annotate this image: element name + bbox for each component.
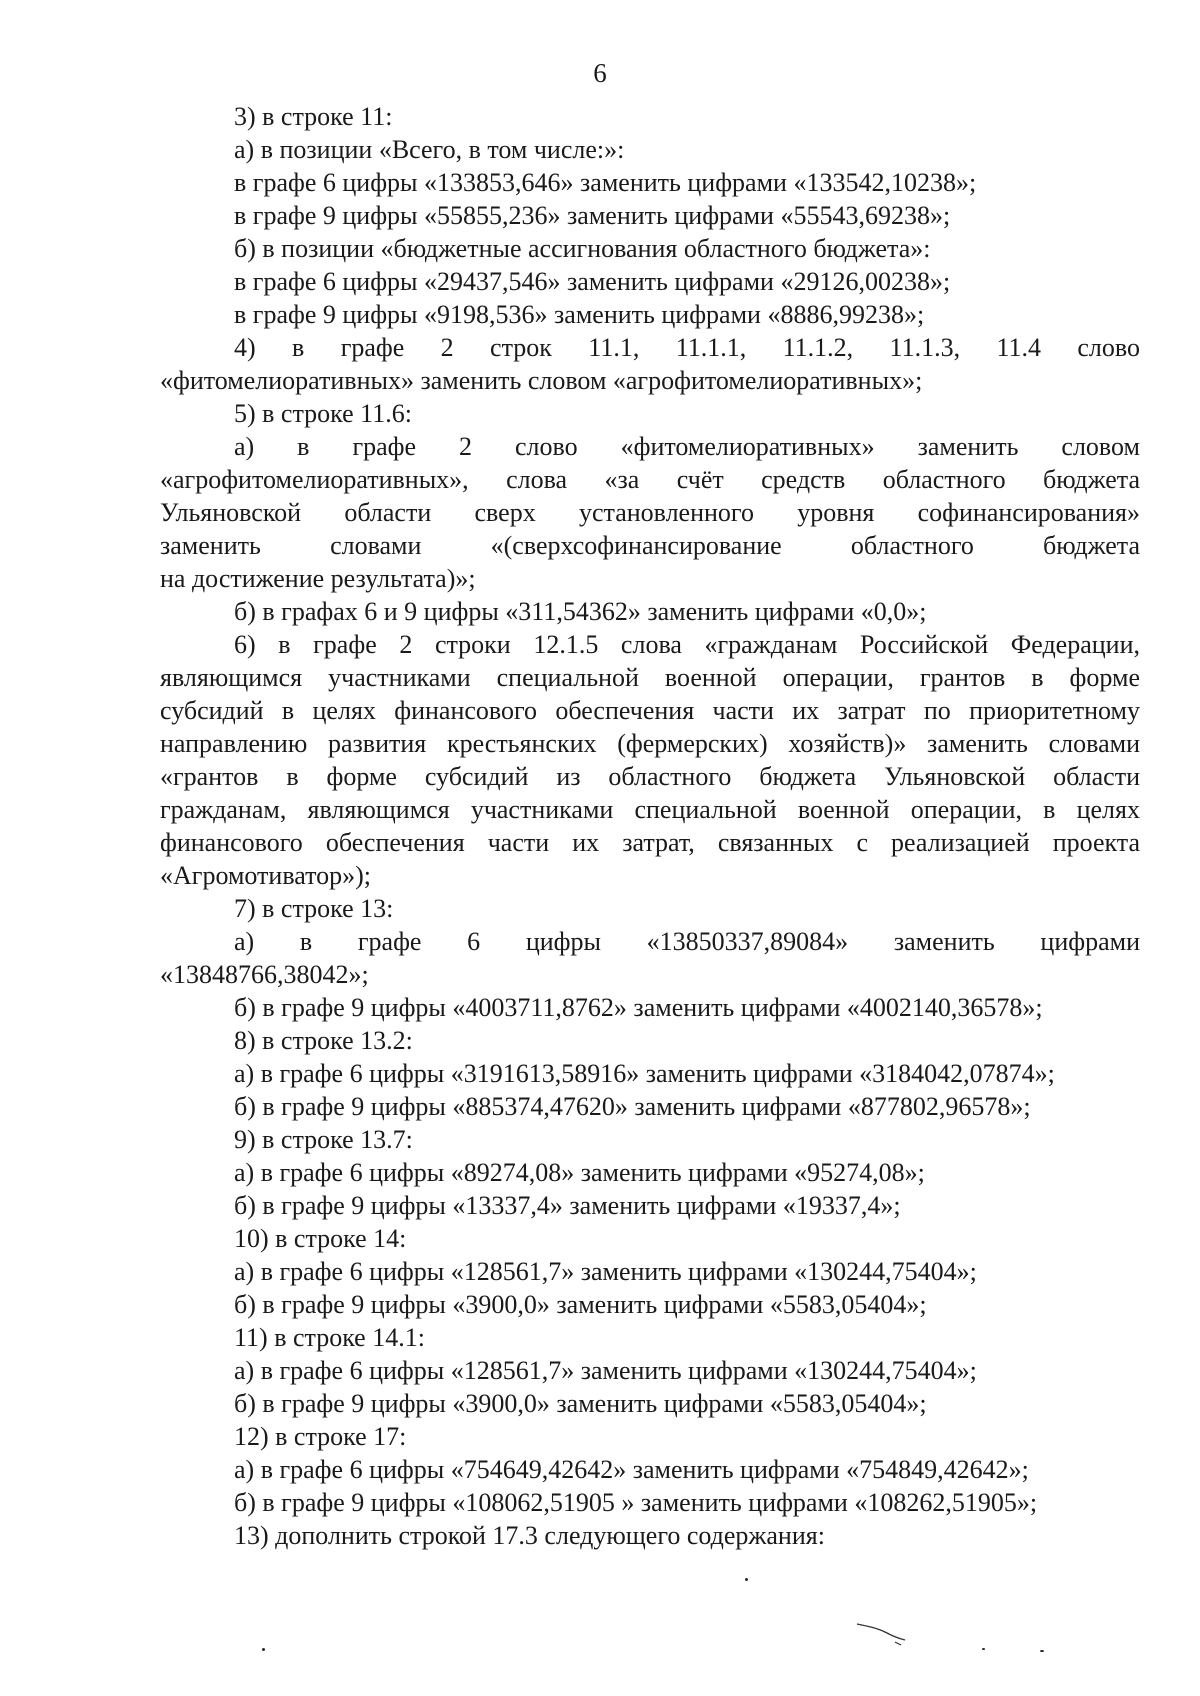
scan-speck [262,1648,265,1651]
text-line: 8) в строке 13.2: [234,1026,413,1055]
scan-speck [745,1578,748,1581]
scan-scribble [855,1618,915,1648]
text-line: финансового обеспечения части их затрат, связанных с реализацией проекта [160,828,1140,857]
text-line: Ульяновской области сверх установленного уровня софинансирования» [160,498,1140,527]
text-line: направлению развития крестьянских (фермерских) хозяйств)» заменить словами [160,729,1140,758]
text-line: в графе 9 цифры «9198,536» заменить цифрами «8886,99238»; [234,300,925,329]
text-line: 6) в графе 2 строки 12.1.5 слова «гражданам Российской Федерации, [234,630,1140,659]
text-line: 12) в строке 17: [234,1422,407,1451]
text-line: а) в позиции «Всего, в том числе:»: [234,135,625,164]
text-line: 11) в строке 14.1: [234,1323,425,1352]
text-line: а) в графе 6 цифры «128561,7» заменить цифрами «130244,75404»; [234,1356,977,1385]
text-line: «агрофитомелиоративных», слова «за счёт средств областного бюджета [160,465,1140,494]
scan-speck [1040,1650,1044,1652]
text-line: б) в графе 9 цифры «13337,4» заменить цифрами «19337,4»; [234,1191,901,1220]
text-line: 5) в строке 11.6: [234,399,412,428]
text-line: в графе 6 цифры «29437,546» заменить цифрами «29126,00238»; [234,267,951,296]
text-line: гражданам, являющимся участниками специальной военной операции, в целях [160,795,1140,824]
text-line: в графе 6 цифры «133853,646» заменить цифрами «133542,10238»; [234,168,977,197]
text-line: «грантов в форме субсидий из областного бюджета Ульяновской области [160,762,1140,791]
text-line: а) в графе 6 цифры «128561,7» заменить цифрами «130244,75404»; [234,1257,977,1286]
text-line: б) в графе 9 цифры «4003711,8762» заменить цифрами «4002140,36578»; [234,993,1043,1022]
text-line: б) в позиции «бюджетные ассигнования областного бюджета»: [234,234,931,263]
text-line: на достижение результата)»; [160,564,476,593]
text-line: заменить словами «(сверхсофинансирование областного бюджета [160,531,1140,560]
text-line: б) в графе 9 цифры «3900,0» заменить цифрами «5583,05404»; [234,1389,927,1418]
text-line: а) в графе 6 цифры «13850337,89084» заменить цифрами [234,927,1140,956]
text-line: а) в графе 2 слово «фитомелиоративных» заменить словом [234,432,1140,461]
document-body [160,100,1140,1552]
text-line: субсидий в целях финансового обеспечения части их затрат по приоритетному [160,696,1140,725]
text-line: а) в графе 6 цифры «3191613,58916» заменить цифрами «3184042,07874»; [234,1059,1055,1088]
text-line: а) в графе 6 цифры «89274,08» заменить цифрами «95274,08»; [234,1158,925,1187]
text-line: в графе 9 цифры «55855,236» заменить цифрами «55543,69238»; [234,201,951,230]
text-line: 9) в строке 13.7: [234,1125,413,1154]
text-line: «13848766,38042»; [160,960,369,989]
text-line: 13) дополнить строкой 17.3 следующего содержания: [234,1521,825,1550]
text-line: б) в графе 9 цифры «885374,47620» заменить цифрами «877802,96578»; [234,1092,1031,1121]
text-line: 7) в строке 13: [234,894,394,923]
scan-speck [982,1648,985,1650]
text-line: б) в графе 9 цифры «108062,51905 » заменить цифрами «108262,51905»; [234,1488,1038,1517]
text-line: 3) в строке 11: [234,102,393,131]
text-line: б) в графе 9 цифры «3900,0» заменить цифрами «5583,05404»; [234,1290,927,1319]
page-number: 6 [593,58,607,88]
text-line: «фитомелиоративных» заменить словом «агрофитомелиоративных»; [160,366,923,395]
text-line: являющимся участниками специальной военной операции, грантов в форме [160,663,1140,692]
text-line: а) в графе 6 цифры «754649,42642» заменить цифрами «754849,42642»; [234,1455,1029,1484]
text-line: б) в графах 6 и 9 цифры «311,54362» заменить цифрами «0,0»; [234,597,927,626]
text-line: «Агромотиватор»); [160,861,372,890]
text-line: 4) в графе 2 строк 11.1, 11.1.1, 11.1.2, 11.1.3, 11.4 слово [234,333,1140,362]
text-line: 10) в строке 14: [234,1224,407,1253]
